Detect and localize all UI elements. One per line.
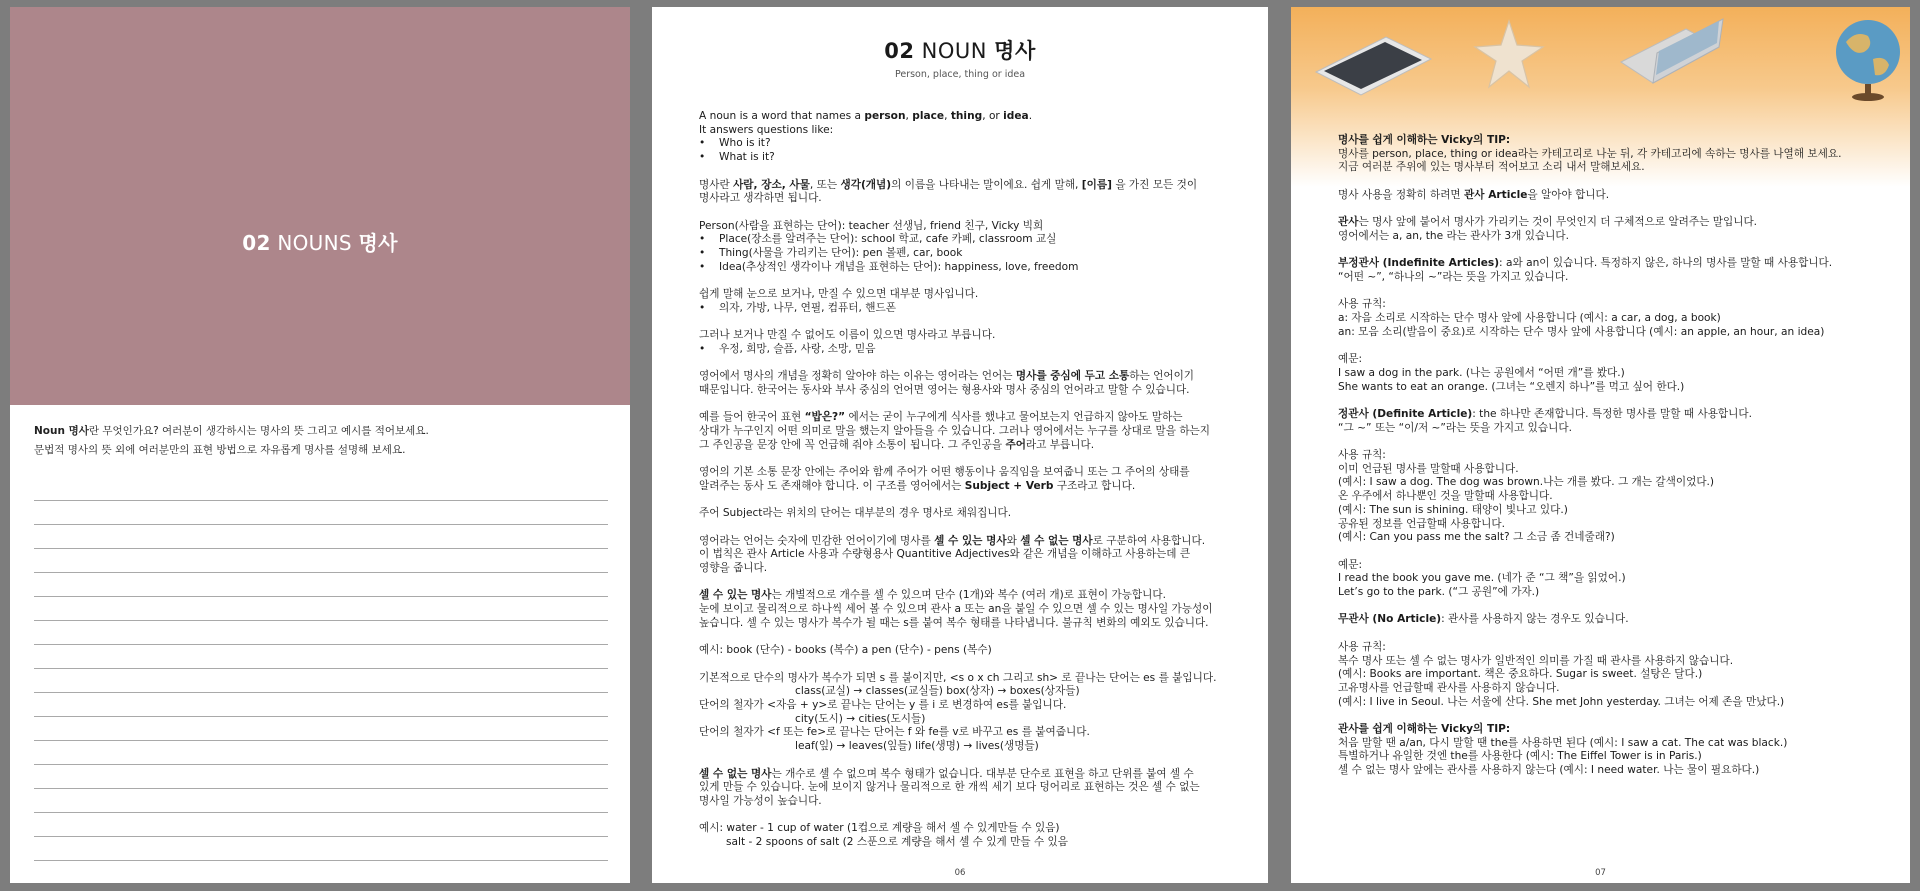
text-segment: 영어라는 언어는 숫자에 민감한 언어이기에 명사를 (699, 534, 935, 547)
text-segment: 사용 규칙: (1338, 449, 1386, 462)
page-noun-explanation (652, 7, 1268, 883)
bold-text: 셀 수 있는 명사 (699, 589, 772, 602)
cover-title (242, 227, 398, 256)
text-segment: Idea(추상적인 생각이나 개념을 표현하는 단어): happiness, love, freedom (719, 260, 1079, 273)
text-line (699, 507, 1224, 521)
text-line (699, 603, 1224, 617)
text-segment: 와 (1006, 534, 1021, 547)
writing-lines (34, 477, 608, 861)
text-segment: 의 이름을 나타내는 말이에요. 쉽게 말해, (891, 178, 1082, 191)
text-line (1338, 504, 1880, 518)
text-line (1338, 613, 1880, 627)
text-block (1338, 189, 1880, 203)
bullet-line (699, 302, 1224, 316)
text-line (1338, 381, 1880, 395)
text-line (1338, 326, 1880, 340)
tips-text (1338, 134, 1880, 792)
text-line (1338, 572, 1880, 586)
text-segment: 의자, 가방, 나무, 연필, 컴퓨터, 핸드폰 (719, 301, 896, 314)
text-line (1338, 408, 1880, 422)
page-subtitle: Person, place, thing or idea (894, 69, 1026, 80)
bold-text: 관사를 쉽게 이해하는 Vicky의 TIP: (1338, 723, 1511, 736)
text-segment: 하는 언어이기 (1129, 370, 1195, 383)
text-segment: Thing(사물을 가리키는 단어): pen 볼펜, car, book (719, 247, 963, 259)
text-line (1338, 518, 1880, 532)
text-segment: 예문: (1338, 353, 1363, 366)
text-line (1338, 161, 1880, 175)
text-segment: 상대가 누구인지 어떤 의미로 말을 했는지 알아들을 수 있습니다. 그러나 영어에서는 누구를 상대로 말을 하는지 (699, 425, 1211, 438)
bold-text: place (912, 110, 945, 122)
text-segment: 명사를 person, place, thing or idea라는 카테고리로 나눈 뒤, 각 카테고리에 속하는 명사를 나열해 보세요. (1338, 147, 1842, 160)
text-segment: 온 우주에서 하나뿐인 것을 말할때 사용합니다. (1338, 490, 1553, 503)
text-line (699, 836, 1224, 850)
text-segment: 단어의 철자가 <자음 + y>로 끝나는 단어는 y 를 i 로 변경하여 es를 붙입니다. (699, 699, 1067, 712)
text-block (699, 110, 1224, 165)
bold-text: 관사 (1338, 216, 1359, 229)
bold-text: 셀 수 없는 명사 (1020, 534, 1093, 547)
text-line (1338, 271, 1880, 285)
text-line (699, 726, 1224, 740)
text-line (1338, 367, 1880, 381)
writing-line[interactable] (34, 765, 608, 789)
text-block (699, 672, 1224, 754)
text-segment: 높습니다. 셀 수 있는 명사가 복수가 될 때는 s를 붙여 복수 형태를 나타냅니다. 불규칙 변화의 예외도 있습니다. (699, 616, 1209, 629)
text-segment: leaf(잎) → leaves(잎들) life(생명) → lives(생명들) (795, 740, 1039, 753)
text-segment: (예시: The sun is shining. 태양이 빛나고 있다.) (1338, 503, 1568, 516)
text-line (1338, 476, 1880, 490)
text-segment: 사용 규칙: (1338, 298, 1386, 311)
text-block (1338, 723, 1880, 778)
text-line (1338, 696, 1880, 710)
text-line (699, 124, 1224, 138)
text-segment: 을 알아야 합니다. (1527, 188, 1610, 201)
bold-text: 주어 (1005, 438, 1026, 451)
text-segment: 에서는 굳이 누구에게 식사를 했냐고 물어보는지 언급하지 않아도 말하는 (845, 411, 1183, 424)
text-segment: 예시: water - 1 cup of water (1컵으로 계량을 해서 셀 수 있게만들 수 있음) (699, 822, 1060, 835)
text-segment: 영어의 기본 소통 문장 안에는 주어와 함께 주어가 어떤 행동이나 움직임을 보여줍니 또는 그 주어의 상태를 (699, 466, 1190, 479)
text-line (699, 220, 1224, 234)
text-block (699, 329, 1224, 356)
text-segment: Let’s go to the park. (“그 공원”에 가자.) (1338, 586, 1540, 599)
bullet-line (699, 343, 1224, 357)
text-segment: : the 하나만 존재합니다. 특정한 명사를 말할 때 사용합니다. (1472, 407, 1752, 420)
text-line (699, 672, 1224, 686)
text-segment: , (944, 110, 951, 122)
writing-line[interactable] (34, 669, 608, 693)
bold-text: 무관사 (No Article) (1338, 613, 1442, 626)
bold-text: 명사를 중심에 두고 소통 (1015, 370, 1130, 383)
text-line (699, 370, 1224, 384)
text-segment: 쉽게 말해 눈으로 보거나, 만질 수 있으면 대부분 명사입니다. (699, 288, 979, 301)
bold-text: 사람, 장소, 사물 (733, 178, 810, 191)
text-block (1338, 449, 1880, 545)
text-line (1338, 531, 1880, 545)
text-segment: : a와 an이 있습니다. 특정하지 않은, 하나의 명사를 말할 때 사용합니다. (1499, 257, 1833, 270)
text-block (699, 644, 1224, 658)
text-line (699, 781, 1224, 795)
cover-title-number: 02 (242, 230, 271, 255)
cover-title-word: NOUNS (277, 230, 352, 255)
text-line (699, 795, 1224, 809)
text-segment: 명사일 가능성이 높습니다. (699, 794, 822, 807)
text-segment: 우정, 희망, 슬픔, 사랑, 소망, 믿음 (719, 342, 876, 355)
bold-text: 셀 수 있는 명사 (934, 534, 1007, 547)
text-line (699, 384, 1224, 398)
text-segment: . (1028, 110, 1033, 122)
text-segment: 그 주인공을 문장 안에 꼭 언급해 줘야 소통이 됩니다. 그 주인공을 (699, 438, 1006, 451)
text-segment: 처음 말할 땐 a/an, 다시 말할 땐 the를 사용하면 된다 (예시: I saw a cat. The cat was black.) (1338, 736, 1788, 749)
text-segment: “어떤 ~”, “하나의 ~”라는 뜻을 가지고 있습니다. (1338, 270, 1569, 283)
page-article-tips (1291, 7, 1910, 883)
text-segment: She wants to eat an orange. (그녀는 “오렌지 하나”를 먹고 싶어 한다.) (1338, 380, 1685, 393)
prompt-line-2: 문법적 명사의 뜻 외에 여러분만의 표현 방법으로 자유롭게 명사를 설명해 보세요. (34, 444, 406, 456)
text-segment: 는 개별적으로 개수를 셀 수 있으며 단수 (1개)와 복수 (여러 개)로 표현이 가능합니다. (771, 589, 1166, 602)
text-line (1338, 737, 1880, 751)
bullet-line (699, 151, 1224, 165)
text-line (1338, 312, 1880, 326)
text-segment: What is it? (719, 151, 775, 164)
text-line (1338, 189, 1880, 203)
text-segment: 예시: book (단수) - books (복수) a pen (단수) - pens (복수) (699, 644, 992, 657)
text-segment: , (905, 110, 913, 122)
text-line (699, 480, 1224, 494)
text-line (699, 425, 1224, 439)
bold-text: 셀 수 없는 명사 (699, 767, 772, 780)
writing-line[interactable] (34, 621, 608, 645)
title-word: NOUN (921, 39, 987, 63)
text-line (1338, 559, 1880, 573)
text-line (699, 589, 1224, 603)
text-segment: 특별하거나 유일한 것엔 the를 사용한다 (예시: The Eiffel Tower is in Paris.) (1338, 750, 1702, 763)
text-block (699, 288, 1224, 315)
title-korean: 명사 (994, 39, 1036, 63)
writing-line[interactable] (34, 789, 608, 813)
text-block (1338, 134, 1880, 175)
cover-title-korean: 명사 (358, 230, 398, 255)
writing-line[interactable] (34, 477, 608, 501)
text-segment: an: 모음 소리(발음이 중요)로 시작하는 단수 명사 앞에 사용합니다 (예시: an apple, an hour, an idea) (1338, 325, 1825, 338)
text-line (1338, 257, 1880, 271)
text-segment: salt - 2 spoons of salt (2 스푼으로 계량을 해서 셀 수 있게 만들 수 있음 (726, 836, 1069, 849)
prompt-bold: Noun 명사 (34, 425, 89, 437)
text-line (1338, 490, 1880, 504)
text-segment: “그 ~” 또는 “이/저 ~”라는 뜻을 가지고 있습니다. (1338, 421, 1572, 434)
text-segment: class(교실) → classes(교실들) box(상자) → boxes(상자들) (795, 685, 1080, 698)
text-block (1338, 353, 1880, 394)
text-segment: 단어의 철자가 <f 또는 fe>로 끝나는 단어는 f 와 fe를 v로 바꾸고 es 를 붙여줍니다. (699, 726, 1090, 739)
text-segment: 이 법칙은 관사 Article 사용과 수량형용사 Quantitive Adjectives와 같은 개념을 이해하고 사용하는데 큰 (699, 548, 1191, 561)
text-segment: 는 개수로 셀 수 없으며 복수 형태가 없습니다. 대부분 단수로 표현을 하고 단위를 붙여 셀 수 (771, 767, 1194, 780)
text-block (699, 466, 1224, 493)
text-segment: 명사라고 생각하면 됩니다. (699, 192, 822, 205)
text-line (1338, 655, 1880, 669)
text-line (1338, 422, 1880, 436)
text-block (699, 589, 1224, 630)
writing-line[interactable] (34, 693, 608, 717)
text-block (1338, 216, 1880, 243)
text-segment: 공유된 정보를 언급할때 사용합니다. (1338, 517, 1505, 530)
text-segment: 눈에 보이고 물리적으로 하나씩 세어 볼 수 있으며 관사 a 또는 an을 붙일 수 있으면 셀 수 있는 명사일 가능성이 (699, 603, 1213, 616)
text-segment: 이미 언급된 명사를 말할때 사용합니다. (1338, 462, 1519, 475)
writing-line[interactable] (34, 717, 608, 741)
text-block (699, 411, 1224, 452)
text-segment: 때문입니다. 한국어는 동사와 부사 중심의 언어면 영어는 형용사와 명사 중심의 언어라고 말할 수 있습니다. (699, 383, 1190, 396)
text-line (699, 548, 1224, 562)
writing-line[interactable] (34, 645, 608, 669)
text-line (1338, 148, 1880, 162)
bullet-line (699, 261, 1224, 275)
text-segment: 라고 부릅니다. (1025, 438, 1095, 451)
text-line (1338, 668, 1880, 682)
writing-line[interactable] (34, 813, 608, 837)
text-block (699, 507, 1224, 521)
text-segment: 셀 수 없는 명사 앞에는 관사를 사용하지 않는다 (예시: I need water. 나는 물이 필요하다.) (1338, 764, 1760, 777)
text-segment: 복수 명사 또는 셀 수 없는 명사가 일반적인 의미를 가질 때 관사를 사용하지 않습니다. (1338, 654, 1734, 667)
bold-text: person (864, 110, 906, 122)
text-line (699, 562, 1224, 576)
writing-line[interactable] (34, 741, 608, 765)
text-line (699, 288, 1224, 302)
text-segment: 영어에서 명사의 개념을 정확히 알아야 하는 이유는 영어라는 언어는 (699, 370, 1016, 383)
page-number: 06 (954, 868, 966, 878)
bold-text: 명사를 쉽게 이해하는 Vicky의 TIP: (1338, 134, 1511, 146)
text-segment: 사용 규칙: (1338, 640, 1386, 653)
text-segment: 예를 들어 한국어 표현 (699, 411, 805, 424)
writing-line[interactable] (34, 525, 608, 549)
text-line (1338, 586, 1880, 600)
text-line (699, 644, 1224, 658)
body-text (699, 110, 1224, 863)
text-line (699, 329, 1224, 343)
text-line (699, 466, 1224, 480)
text-line (1338, 216, 1880, 230)
text-segment: , or (982, 110, 1004, 122)
text-line (699, 699, 1224, 713)
page-number: 07 (1595, 868, 1606, 878)
text-line (699, 822, 1224, 836)
bold-text: 생각(개념) (840, 178, 892, 191)
text-line (1338, 723, 1880, 737)
bullet-line (699, 137, 1224, 151)
text-block (699, 535, 1224, 576)
text-line (1338, 682, 1880, 696)
text-segment: Person(사람을 표현하는 단어): teacher 선생님, friend 친구, Vicky 빅희 (699, 219, 1044, 232)
text-line (699, 768, 1224, 782)
title-number: 02 (884, 39, 915, 63)
text-segment: It answers questions like: (699, 123, 834, 136)
writing-line[interactable] (34, 501, 608, 525)
text-segment: 영어에서는 a, an, the 라는 관사가 3개 있습니다. (1338, 229, 1569, 242)
text-line (1338, 449, 1880, 463)
text-segment: 예문: (1338, 558, 1363, 571)
text-segment: city(도시) → cities(도시들) (795, 712, 926, 725)
text-line (1338, 641, 1880, 655)
page-title (652, 35, 1268, 65)
text-block (699, 370, 1224, 397)
text-line (1338, 764, 1880, 778)
text-line (1338, 298, 1880, 312)
text-line (699, 740, 1224, 754)
text-segment: 있게 만들 수 있습니다. 눈에 보이지 않거나 물리적으로 한 개씩 세기 보다 덩어리로 표현하는 것은 셀 수 없는 (699, 781, 1200, 794)
text-segment: 기본적으로 단수의 명사가 복수가 되면 s 를 붙이지만, <s o x ch 그리고 sh> 로 끝나는 단어는 es 를 붙입니다. (699, 671, 1217, 684)
text-segment: 구조라고 합니다. (1053, 479, 1136, 492)
bold-text: 정관사 (Definite Article) (1338, 407, 1473, 420)
writing-line[interactable] (34, 597, 608, 621)
cover-block (10, 7, 630, 405)
text-block (1338, 298, 1880, 339)
text-segment: a: 자음 소리로 시작하는 단수 명사 앞에 사용합니다 (예시: a car, a dog, a book) (1338, 312, 1721, 325)
text-segment: 을 가진 모든 것이 (1111, 178, 1198, 191)
text-segment: , 또는 (809, 178, 841, 191)
text-line (699, 617, 1224, 631)
text-block (1338, 613, 1880, 627)
text-segment: I read the book you gave me. (네가 준 “그 책”을 읽었어.) (1338, 572, 1626, 585)
text-block (1338, 559, 1880, 600)
text-segment: : 관사를 사용하지 않는 경우도 있습니다. (1441, 613, 1629, 626)
page-nouns-worksheet (10, 7, 630, 883)
text-segment: 고유명사를 언급할때 관사를 사용하지 않습니다. (1338, 681, 1560, 694)
text-block (699, 768, 1224, 809)
text-segment: 는 명사 앞에 붙어서 명사가 가리키는 것이 무엇인지 더 구체적으로 알려주는 말입니다. (1358, 216, 1758, 229)
text-segment: 그러나 보거나 만질 수 없어도 이름이 있으면 명사라고 부릅니다. (699, 329, 996, 342)
text-segment: Place(장소를 알려주는 단어): school 학교, cafe 카페, classroom 교실 (719, 233, 1057, 246)
text-segment: 영향을 줍니다. (699, 562, 768, 575)
text-segment: 지금 여러분 주위에 있는 명사부터 적어보고 소리 내서 말해보세요. (1338, 161, 1645, 174)
bold-text: [이름] (1081, 178, 1112, 191)
text-segment: 로 구분하여 사용합니다. (1092, 534, 1206, 547)
text-segment: 명사란 (699, 178, 734, 191)
text-line (1338, 230, 1880, 244)
text-block (699, 220, 1224, 275)
prompt-line-1: 란 무엇인가요? 여러분이 생각하시는 명사의 뜻 그리고 예시를 적어보세요. (88, 425, 429, 437)
bold-text: thing (950, 110, 983, 122)
bold-text: idea (1003, 110, 1029, 122)
text-segment: (예시: I saw a dog. The dog was brown.나는 개를 봤다. 그 개는 갈색이었다.) (1338, 476, 1715, 489)
bold-text: Subject + Verb (964, 479, 1054, 492)
text-block (1338, 257, 1880, 284)
writing-prompt (10, 405, 630, 460)
text-segment: Who is it? (719, 137, 771, 150)
bold-text: 관사 Article (1464, 188, 1528, 201)
bold-text: 부정관사 (Indefinite Articles) (1338, 257, 1500, 270)
text-block (699, 179, 1224, 206)
text-line (1338, 353, 1880, 367)
text-line (699, 192, 1224, 206)
bold-text: “밥은?” (804, 411, 846, 424)
text-line (699, 179, 1224, 193)
text-line (699, 713, 1224, 727)
text-segment: (예시: Can you pass me the salt? 그 소금 좀 건네줄래?) (1338, 531, 1615, 544)
text-line (699, 439, 1224, 453)
bullet-line (699, 233, 1224, 247)
writing-line[interactable] (34, 837, 608, 861)
text-line (699, 411, 1224, 425)
text-line (699, 110, 1224, 124)
text-line (1338, 134, 1880, 148)
bullet-line (699, 247, 1224, 261)
writing-line[interactable] (34, 573, 608, 597)
text-segment: (예시: Books are important. 책은 중요하다. Sugar is sweet. 설탕은 달다.) (1338, 668, 1703, 681)
text-segment: 명사 사용을 정확히 하려면 (1338, 188, 1465, 201)
text-line (699, 535, 1224, 549)
text-block (699, 822, 1224, 849)
writing-line[interactable] (34, 549, 608, 573)
text-segment: 주어 Subject라는 위치의 단어는 대부분의 경우 명사로 채워집니다. (699, 507, 1012, 520)
text-segment: A noun is a word that names a (699, 110, 865, 122)
text-block (1338, 408, 1880, 435)
text-segment: 알려주는 동사 도 존재해야 합니다. 이 구조를 영어에서는 (699, 479, 965, 492)
text-line (699, 685, 1224, 699)
text-block (1338, 641, 1880, 710)
text-line (1338, 750, 1880, 764)
text-segment: (예시: I live in Seoul. 나는 서울에 산다. She met John yesterday. 그녀는 어제 존을 만났다.) (1338, 695, 1785, 708)
text-line (1338, 463, 1880, 477)
text-segment: I saw a dog in the park. (나는 공원에서 “어떤 개”를 봤다.) (1338, 366, 1625, 379)
